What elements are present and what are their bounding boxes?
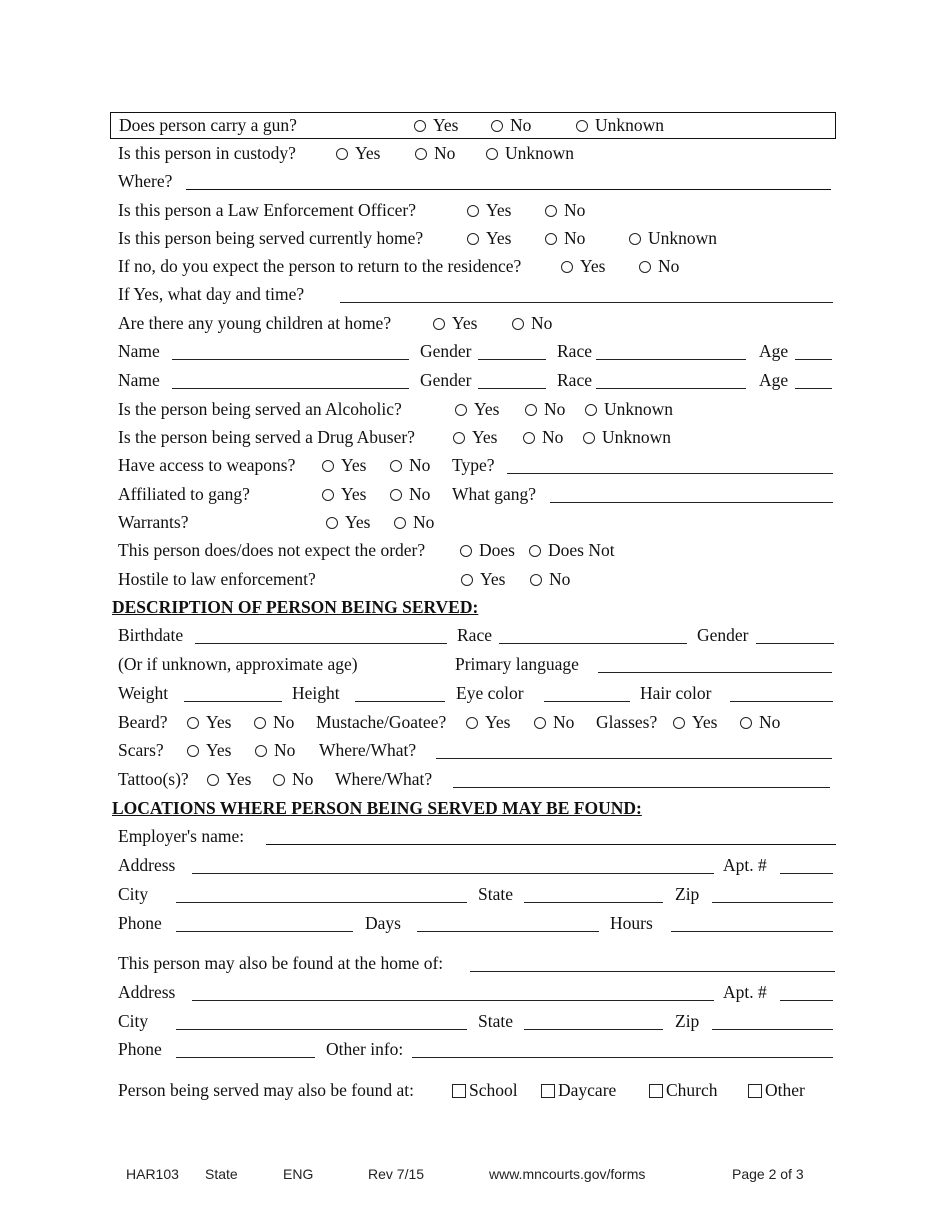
scars-label: Scars? (118, 740, 164, 760)
hours-label: Hours (610, 913, 653, 933)
radio-circle-icon (455, 404, 467, 416)
child-age-label: Age (759, 341, 789, 361)
child-row (110, 339, 836, 365)
home-of-label: This person may also be found at the home of: (118, 953, 444, 973)
child-race-field[interactable] (596, 341, 746, 360)
child-row (110, 368, 836, 394)
when-row (110, 282, 836, 308)
child-race-label: Race (557, 341, 592, 361)
home-address-row (110, 980, 836, 1006)
weapons-label: Have access to weapons? (118, 455, 296, 475)
radio-circle-icon (390, 460, 402, 472)
city-field[interactable] (176, 1011, 467, 1030)
home-label: Is this person being served currently home? (118, 228, 424, 248)
drug-row (110, 425, 836, 451)
zip-label: Zip (675, 1011, 700, 1031)
scars-no-radio[interactable]: No (255, 740, 295, 761)
radio-circle-icon (740, 717, 752, 729)
gun-yes-radio[interactable]: Yes (414, 115, 458, 136)
gang-label: Affiliated to gang? (118, 484, 250, 504)
where-row (110, 169, 836, 195)
home-unknown-radio[interactable]: Unknown (629, 228, 717, 249)
state-label: State (478, 884, 513, 904)
home-phone-row (110, 1037, 836, 1063)
hostile-row (110, 567, 836, 593)
radio-circle-icon (390, 489, 402, 501)
child-age-field[interactable] (795, 370, 832, 389)
radio-circle-icon (467, 233, 479, 245)
custody-label: Is this person in custody? (118, 143, 296, 163)
child-gender-label: Gender (420, 341, 472, 361)
return-label: If no, do you expect the person to return to the residence? (118, 256, 522, 276)
city-label: City (118, 1011, 149, 1031)
leo-yes-radio[interactable]: Yes (467, 200, 511, 221)
days-label: Days (365, 913, 401, 933)
city-label: City (118, 884, 149, 904)
tattoos-label: Tattoo(s)? (118, 769, 189, 789)
hours-field[interactable] (671, 913, 833, 932)
expect-row (110, 538, 836, 564)
child-race-field[interactable] (596, 370, 746, 389)
radio-circle-icon (576, 120, 588, 132)
state-field[interactable] (524, 884, 663, 903)
radio-circle-icon (415, 148, 427, 160)
hostile-label: Hostile to law enforcement? (118, 569, 316, 589)
employer-address-row (110, 853, 836, 879)
tattoos-row (110, 767, 836, 793)
gun-question-row (110, 112, 836, 139)
gender-field[interactable] (756, 625, 834, 644)
drug-no-radio[interactable]: No (523, 427, 563, 448)
radio-circle-icon (523, 432, 535, 444)
radio-circle-icon (187, 717, 199, 729)
children-label: Are there any young children at home? (118, 313, 392, 333)
custody-no-radio[interactable]: No (415, 143, 455, 164)
daycare-checkbox[interactable]: Daycare (541, 1080, 616, 1101)
eye-color-label: Eye color (456, 683, 524, 703)
locations-heading: LOCATIONS WHERE PERSON BEING SERVED MAY BE FOUND: (112, 798, 642, 818)
child-age-label: Age (759, 370, 789, 390)
glasses-label: Glasses? (596, 712, 658, 732)
hair-color-field[interactable] (730, 683, 833, 702)
tattoos-no-radio[interactable]: No (273, 769, 313, 790)
radio-circle-icon (433, 318, 445, 330)
radio-circle-icon (466, 717, 478, 729)
radio-circle-icon (561, 261, 573, 273)
leo-no-radio[interactable]: No (545, 200, 585, 221)
weapons-no-radio[interactable]: No (390, 455, 430, 476)
child-gender-label: Gender (420, 370, 472, 390)
zip-field[interactable] (712, 884, 833, 903)
eye-color-field[interactable] (544, 683, 630, 702)
beard-yes-radio[interactable]: Yes (187, 712, 231, 733)
weapon-type-label: Type? (452, 455, 495, 475)
language-label: Primary language (455, 654, 579, 674)
warrants-yes-radio[interactable]: Yes (326, 512, 370, 533)
child-race-label: Race (557, 370, 592, 390)
language-field[interactable] (598, 654, 832, 673)
also-found-label: Person being served may also be found at: (118, 1080, 414, 1100)
phone-label: Phone (118, 913, 162, 933)
radio-circle-icon (629, 233, 641, 245)
radio-circle-icon (639, 261, 651, 273)
when-field[interactable] (340, 284, 833, 303)
drug-yes-radio[interactable]: Yes (453, 427, 497, 448)
children-no-radio[interactable]: No (512, 313, 552, 334)
gang-yes-radio[interactable]: Yes (322, 484, 366, 505)
radio-circle-icon (326, 517, 338, 529)
checkbox-icon (649, 1084, 663, 1098)
weight-label: Weight (118, 683, 169, 703)
home-of-field[interactable] (470, 953, 835, 972)
where-field[interactable] (186, 171, 831, 190)
glasses-yes-radio[interactable]: Yes (673, 712, 717, 733)
warrants-label: Warrants? (118, 512, 189, 532)
beard-label: Beard? (118, 712, 168, 732)
child-age-field[interactable] (795, 341, 832, 360)
approx-age-row (110, 652, 836, 678)
state-label: State (478, 1011, 513, 1031)
alcoholic-label: Is the person being served an Alcoholic? (118, 399, 402, 419)
address-field[interactable] (192, 982, 714, 1001)
weapons-row (110, 453, 836, 479)
child-name-field[interactable] (172, 341, 409, 360)
radio-circle-icon (207, 774, 219, 786)
description-heading: DESCRIPTION OF PERSON BEING SERVED: (112, 597, 479, 617)
tattoos-where-label: Where/What? (335, 769, 433, 789)
birthdate-row (110, 623, 836, 649)
glasses-no-radio[interactable]: No (740, 712, 780, 733)
when-label: If Yes, what day and time? (118, 284, 305, 304)
footer-revision: Rev 7/15 (368, 1166, 425, 1182)
gun-unknown-radio[interactable]: Unknown (576, 115, 664, 136)
children-yes-radio[interactable]: Yes (433, 313, 477, 334)
radio-circle-icon (336, 148, 348, 160)
apt-field[interactable] (780, 982, 833, 1001)
where-label: Where? (118, 171, 173, 191)
radio-circle-icon (255, 745, 267, 757)
custody-yes-radio[interactable]: Yes (336, 143, 380, 164)
race-field[interactable] (499, 625, 687, 644)
home-row (110, 226, 836, 252)
mustache-no-radio[interactable]: No (534, 712, 574, 733)
what-gang-label: What gang? (452, 484, 537, 504)
checkbox-icon (748, 1084, 762, 1098)
gender-label: Gender (697, 625, 749, 645)
employer-row (110, 824, 836, 850)
weight-field[interactable] (184, 683, 282, 702)
locations-section (110, 796, 836, 822)
checkbox-icon (452, 1084, 466, 1098)
child-name-label: Name (118, 341, 160, 361)
phone-field[interactable] (176, 1039, 315, 1058)
tattoos-yes-radio[interactable]: Yes (207, 769, 251, 790)
checkbox-icon (541, 1084, 555, 1098)
radio-circle-icon (529, 545, 541, 557)
radio-circle-icon (491, 120, 503, 132)
radio-circle-icon (545, 233, 557, 245)
radio-circle-icon (394, 517, 406, 529)
alcoholic-row (110, 397, 836, 423)
expect-does-not-radio[interactable]: Does Not (529, 540, 615, 561)
city-field[interactable] (176, 884, 467, 903)
footer-url[interactable]: www.mncourts.gov/forms (489, 1166, 646, 1182)
radio-circle-icon (187, 745, 199, 757)
apt-field[interactable] (780, 855, 833, 874)
alcoholic-yes-radio[interactable]: Yes (455, 399, 499, 420)
radio-circle-icon (525, 404, 537, 416)
birthdate-label: Birthdate (118, 625, 184, 645)
days-field[interactable] (417, 913, 599, 932)
other-checkbox[interactable]: Other (748, 1080, 805, 1101)
footer-form-number: HAR103 (126, 1166, 179, 1182)
radio-circle-icon (460, 545, 472, 557)
drug-unknown-radio[interactable]: Unknown (583, 427, 671, 448)
radio-circle-icon (583, 432, 595, 444)
custody-row (110, 141, 836, 167)
alcoholic-no-radio[interactable]: No (525, 399, 565, 420)
radio-circle-icon (467, 205, 479, 217)
other-info-field[interactable] (412, 1039, 833, 1058)
height-label: Height (292, 683, 340, 703)
gun-question-label: Does person carry a gun? (119, 115, 297, 135)
other-info-label: Other info: (326, 1039, 404, 1059)
race-label: Race (457, 625, 492, 645)
hostile-no-radio[interactable]: No (530, 569, 570, 590)
radio-circle-icon (530, 574, 542, 586)
weapons-yes-radio[interactable]: Yes (322, 455, 366, 476)
beard-no-radio[interactable]: No (254, 712, 294, 733)
physical-row (110, 681, 836, 707)
return-yes-radio[interactable]: Yes (561, 256, 605, 277)
home-no-radio[interactable]: No (545, 228, 585, 249)
expect-label: This person does/does not expect the order? (118, 540, 426, 560)
child-gender-field[interactable] (478, 341, 546, 360)
child-name-field[interactable] (172, 370, 409, 389)
return-no-radio[interactable]: No (639, 256, 679, 277)
warrants-row (110, 510, 836, 536)
radio-circle-icon (461, 574, 473, 586)
radio-circle-icon (414, 120, 426, 132)
birthdate-field[interactable] (195, 625, 447, 644)
description-section (110, 595, 836, 621)
children-row (110, 311, 836, 337)
church-checkbox[interactable]: Church (649, 1080, 718, 1101)
also-found-row (110, 1078, 836, 1104)
leo-label: Is this person a Law Enforcement Officer? (118, 200, 417, 220)
state-field[interactable] (524, 1011, 663, 1030)
custody-unknown-radio[interactable]: Unknown (486, 143, 574, 164)
radio-circle-icon (254, 717, 266, 729)
home-of-row (110, 951, 836, 977)
mustache-label: Mustache/Goatee? (316, 712, 447, 732)
phone-label: Phone (118, 1039, 162, 1059)
weapon-type-field[interactable] (507, 455, 833, 474)
tattoos-where-field[interactable] (453, 769, 830, 788)
radio-circle-icon (322, 489, 334, 501)
gun-no-radio[interactable]: No (491, 115, 531, 136)
child-name-label: Name (118, 370, 160, 390)
warrants-no-radio[interactable]: No (394, 512, 434, 533)
radio-circle-icon (273, 774, 285, 786)
phone-field[interactable] (176, 913, 353, 932)
mustache-yes-radio[interactable]: Yes (466, 712, 510, 733)
alcoholic-unknown-radio[interactable]: Unknown (585, 399, 673, 420)
expect-does-radio[interactable]: Does (460, 540, 515, 561)
leo-row (110, 198, 836, 224)
home-city-row (110, 1009, 836, 1035)
zip-label: Zip (675, 884, 700, 904)
radio-circle-icon (512, 318, 524, 330)
return-row (110, 254, 836, 280)
apt-label: Apt. # (723, 982, 767, 1002)
footer-state: State (205, 1166, 238, 1182)
radio-circle-icon (585, 404, 597, 416)
zip-field[interactable] (712, 1011, 833, 1030)
employer-phone-row (110, 911, 836, 937)
address-label: Address (118, 982, 176, 1002)
radio-circle-icon (486, 148, 498, 160)
gang-row (110, 482, 836, 508)
employer-field[interactable] (266, 826, 836, 845)
scars-row (110, 738, 836, 764)
radio-circle-icon (673, 717, 685, 729)
height-field[interactable] (355, 683, 445, 702)
address-field[interactable] (192, 855, 714, 874)
scars-where-field[interactable] (436, 740, 832, 759)
drug-label: Is the person being served a Drug Abuser? (118, 427, 415, 447)
hair-color-label: Hair color (640, 683, 712, 703)
hostile-yes-radio[interactable]: Yes (461, 569, 505, 590)
scars-yes-radio[interactable]: Yes (187, 740, 231, 761)
school-checkbox[interactable]: School (452, 1080, 518, 1101)
facial-row (110, 710, 836, 736)
apt-label: Apt. # (723, 855, 767, 875)
footer-page-number: Page 2 of 3 (732, 1166, 804, 1182)
employer-label: Employer's name: (118, 826, 245, 846)
home-yes-radio[interactable]: Yes (467, 228, 511, 249)
employer-city-row (110, 882, 836, 908)
scars-where-label: Where/What? (319, 740, 417, 760)
radio-circle-icon (545, 205, 557, 217)
gang-no-radio[interactable]: No (390, 484, 430, 505)
radio-circle-icon (322, 460, 334, 472)
approx-age-label: (Or if unknown, approximate age) (118, 654, 358, 674)
radio-circle-icon (534, 717, 546, 729)
radio-circle-icon (453, 432, 465, 444)
footer-language: ENG (283, 1166, 314, 1182)
address-label: Address (118, 855, 176, 875)
child-gender-field[interactable] (478, 370, 546, 389)
what-gang-field[interactable] (550, 484, 833, 503)
